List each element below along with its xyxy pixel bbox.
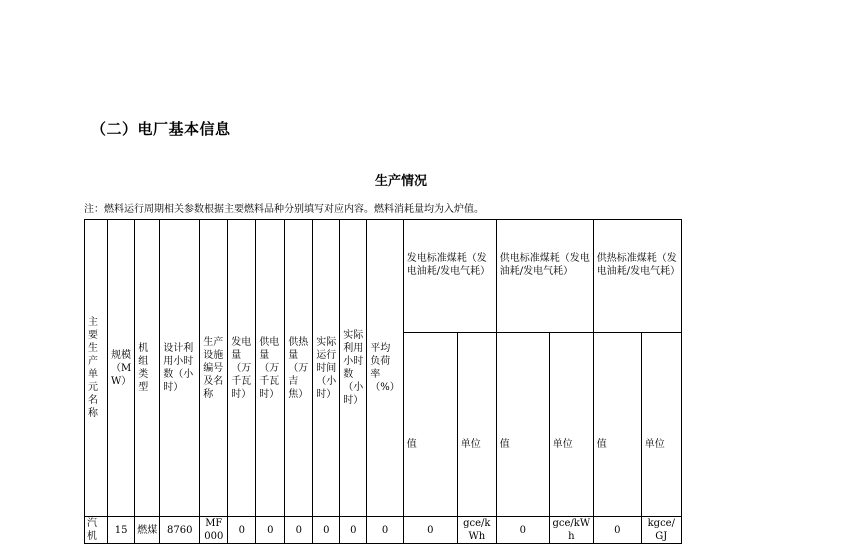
- table-title-text: 生产情况: [374, 174, 427, 189]
- header-facility-code: 生产设施编号及名称: [200, 220, 228, 517]
- table-title: [0, 170, 842, 189]
- header-heat-supply: 供热量（万吉焦）: [285, 220, 313, 517]
- header-heat-coal-value: 值: [593, 333, 641, 517]
- cell-heat-coal-unit: kgce/GJ: [641, 517, 681, 544]
- section-heading: （二）电厂基本信息: [91, 120, 231, 138]
- header-design-hours: 设计利用小时数（小时）: [160, 220, 200, 517]
- cell-run-time: 0: [313, 517, 340, 544]
- cell-heat-coal-value: 0: [593, 517, 641, 544]
- cell-gen-coal-value: 0: [403, 517, 457, 544]
- cell-generation: 0: [228, 517, 256, 544]
- cell-unit-name: 汽机: [85, 517, 108, 544]
- cell-avg-load: 0: [367, 517, 404, 544]
- header-supply: 供电量（万千瓦时）: [256, 220, 285, 517]
- cell-util-hours: 0: [340, 517, 367, 544]
- header-generation: 发电量（万千瓦时）: [228, 220, 256, 517]
- cell-facility-code: MF000: [200, 517, 228, 544]
- table-row: [85, 517, 682, 544]
- cell-scale: 15: [108, 517, 135, 544]
- header-run-time: 实际运行时间（小时）: [313, 220, 340, 517]
- header-supply-coal: 供电标准煤耗（发电油耗/发电气耗）: [496, 220, 593, 333]
- cell-supply-coal-value: 0: [496, 517, 549, 544]
- header-supply-coal-unit: 单位: [549, 333, 593, 517]
- header-avg-load: 平均负荷率（%）: [367, 220, 404, 517]
- cell-heat-supply: 0: [285, 517, 313, 544]
- table-note: 注：燃料运行周期相关参数根据主要燃料品种分别填写对应内容。燃料消耗量均为入炉值。: [84, 204, 484, 215]
- cell-supply-coal-unit: gce/kWh: [549, 517, 593, 544]
- header-row-1: [85, 220, 682, 333]
- header-gen-coal: 发电标准煤耗（发电油耗/发电气耗）: [403, 220, 496, 333]
- header-heat-coal-unit: 单位: [641, 333, 681, 517]
- cell-design-hours: 8760: [160, 517, 200, 544]
- header-gen-coal-unit: 单位: [457, 333, 496, 517]
- header-scale: 规模（MW）: [108, 220, 135, 517]
- header-gen-coal-value: 值: [403, 333, 457, 517]
- header-unit-type: 机组类型: [135, 220, 160, 517]
- cell-unit-type: 燃煤: [135, 517, 160, 544]
- cell-supply: 0: [256, 517, 285, 544]
- header-supply-coal-value: 值: [496, 333, 549, 517]
- header-util-hours: 实际利用小时数（小时）: [340, 220, 367, 517]
- cell-gen-coal-unit: gce/kWh: [457, 517, 496, 544]
- production-table: [84, 219, 682, 544]
- header-unit-name: 主要生产单元名称: [85, 220, 108, 517]
- header-heat-coal: 供热标准煤耗（发电油耗/发电气耗）: [593, 220, 681, 333]
